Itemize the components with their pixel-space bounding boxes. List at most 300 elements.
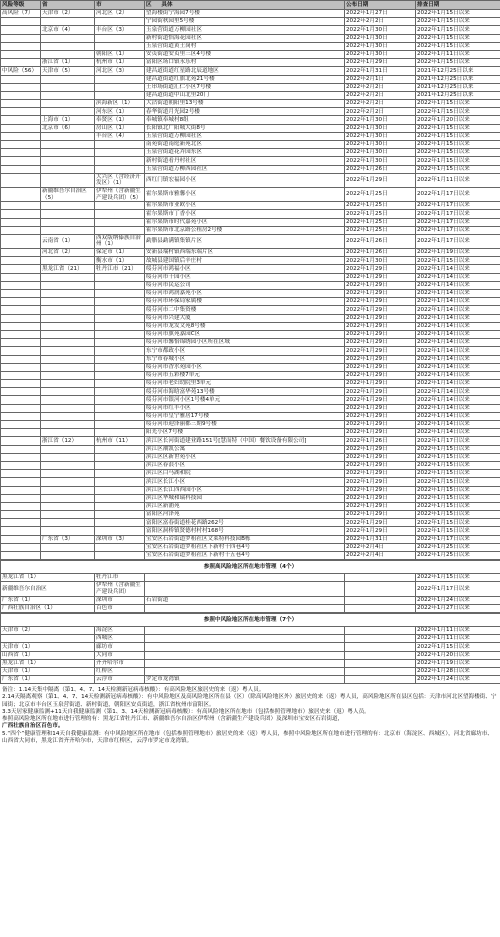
cell-specific: 绥芬河市千园小区 <box>145 273 345 281</box>
cell-check-date: 2022年1月15日以来 <box>416 18 500 26</box>
cell-province <box>41 371 95 379</box>
cell-check-date: 2022年1月11日以来 <box>416 635 500 643</box>
table-row <box>1 83 500 91</box>
cell-risk-level <box>1 429 41 437</box>
cell-risk-level <box>1 75 41 83</box>
cell-province: 天津市（1） <box>1 667 95 675</box>
cell-specific: 绥芬河市鸿福小区 <box>145 265 345 273</box>
cell-publish-date: 2022年1月29日 <box>345 445 416 453</box>
cell-province <box>41 306 95 314</box>
cell-check-date: 2022年1月11日以来 <box>416 626 500 634</box>
cell-city <box>95 75 145 83</box>
cell-specific <box>145 582 345 596</box>
high-ref-table <box>0 560 500 613</box>
cell-publish-date: 2022年1月26日 <box>345 249 416 257</box>
cell-publish-date: 2022年1月29日 <box>345 404 416 412</box>
cell-city <box>95 371 145 379</box>
cell-city: 河东区（1） <box>95 108 145 116</box>
cell-risk-level <box>1 527 41 535</box>
cell-city <box>95 91 145 99</box>
cell-specific <box>145 604 345 612</box>
cell-specific: 绥芬河市环保局家属楼 <box>145 298 345 306</box>
cell-risk-level <box>1 445 41 453</box>
cell-check-date: 2022年1月14日以来 <box>416 290 500 298</box>
table-row <box>1 50 500 58</box>
cell-city: 深圳市 <box>95 596 145 604</box>
table-row <box>1 527 500 535</box>
cell-specific: 大沽街道朝阳里13号楼 <box>145 100 345 108</box>
cell-province: 浙江省（1） <box>41 59 95 67</box>
cell-province <box>41 380 95 388</box>
cell-publish-date: 2022年1月29日 <box>345 363 416 371</box>
cell-check-date: 2022年1月14日以来 <box>416 363 500 371</box>
table-row <box>1 552 500 560</box>
cell-city <box>95 486 145 494</box>
cell-specific <box>145 574 345 582</box>
cell-specific: 东宁市春城小区 <box>145 355 345 363</box>
cell-specific: 富阳区富春街道桂花西路262号 <box>145 519 345 527</box>
cell-city <box>95 380 145 388</box>
cell-city <box>95 421 145 429</box>
cell-check-date: 2022年1月15日以来 <box>416 257 500 265</box>
cell-specific: 安贞街道安贞里三区4号楼 <box>145 50 345 58</box>
cell-city: 百色市 <box>95 604 145 612</box>
cell-specific: 建昌道街道中山北里20门 <box>145 91 345 99</box>
cell-empty <box>345 626 416 634</box>
cell-city: 杭州市（1） <box>95 59 145 67</box>
cell-province <box>41 34 95 42</box>
cell-check-date: 2022年1月17日以来 <box>416 202 500 210</box>
cell-city <box>95 306 145 314</box>
table-row <box>1 396 500 404</box>
cell-publish-date: 2022年1月29日 <box>345 347 416 355</box>
cell-city <box>95 470 145 478</box>
cell-check-date: 2022年1月17日以来 <box>416 210 500 218</box>
cell-publish-date: 2022年1月29日 <box>345 371 416 379</box>
cell-risk-level <box>1 218 41 226</box>
header-detail <box>145 1 345 10</box>
cell-check-date: 2022年1月20日以来 <box>416 651 500 659</box>
cell-check-date: 2022年1月14日以来 <box>416 322 500 330</box>
cell-publish-date: 2022年2月2日 <box>345 18 416 26</box>
cell-publish-date: 2022年1月29日 <box>345 273 416 281</box>
cell-city <box>95 149 145 157</box>
cell-check-date: 2022年1月11日以来 <box>416 173 500 187</box>
cell-specific: 霍尔果斯市亚欧小区 <box>145 202 345 210</box>
cell-check-date: 2022年1月14日以来 <box>416 330 500 338</box>
note-line: 备注：1.14天集中隔离（第1、4、7、14天检测新冠病毒核酸）：有高风险地区旅居史的来（返）粤人员。 <box>2 687 265 693</box>
table-row <box>1 290 500 298</box>
table-row <box>1 108 500 116</box>
cell-publish-date: 2022年1月30日 <box>345 132 416 140</box>
cell-risk-level <box>1 322 41 330</box>
table-row <box>1 298 500 306</box>
cell-specific: 绥芬河市红丰小区 <box>145 404 345 412</box>
cell-province <box>41 453 95 461</box>
cell-check-date: 2022年1月15日以来 <box>416 34 500 42</box>
cell-specific: 滨江区新浦苑 <box>145 502 345 510</box>
table-row <box>1 347 500 355</box>
cell-city <box>95 388 145 396</box>
cell-risk-level <box>1 486 41 494</box>
cell-empty <box>345 635 416 643</box>
table-row <box>1 322 500 330</box>
table-row <box>1 380 500 388</box>
note-line: 5.“四个”健康管理和14天自我健康监测：有中风险地区所在地市（包括参照管理地市）旅居史的来（返）粤人员，参照中风险地区所在地市进行管理的有：北京市（海淀区、西城区），河北省廊坊市、山西省大同市，黑龙江省齐齐哈尔市，天津市红桥区，云浮市罗定市龙湾镇。 <box>2 730 493 744</box>
cell-risk-level <box>1 543 41 551</box>
table-row <box>1 257 500 265</box>
table-row <box>1 157 500 165</box>
table-row <box>1 511 500 519</box>
cell-publish-date: 2022年1月30日 <box>345 141 416 149</box>
cell-risk-level <box>1 116 41 124</box>
cell-city <box>95 478 145 486</box>
cell-province <box>41 404 95 412</box>
cell-check-date: 2022年1月19日以来 <box>416 659 500 667</box>
cell-check-date: 2022年1月15日以来 <box>416 494 500 502</box>
cell-city: 房山区（1） <box>95 124 145 132</box>
table-row <box>1 355 500 363</box>
cell-specific: 滨江区区新世苑小区 <box>145 453 345 461</box>
cell-province: 山西省（1） <box>1 651 95 659</box>
cell-publish-date: 2022年1月29日 <box>345 421 416 429</box>
table-row <box>1 535 500 543</box>
table-row <box>1 667 500 675</box>
cell-risk-level <box>1 404 41 412</box>
cell-province <box>41 91 95 99</box>
cell-province <box>41 108 95 116</box>
cell-check-date: 2022年1月15日以来 <box>416 149 500 157</box>
cell-city <box>95 502 145 510</box>
cell-specific: 宝安区石岩街道罗租社区下新村十四巷4号 <box>145 543 345 551</box>
cell-province: 上海市（1） <box>41 116 95 124</box>
cell-province: 天津市（1） <box>1 643 95 651</box>
cell-specific: 绥芬河市龙发文苑8号楼 <box>145 322 345 330</box>
table-row <box>1 124 500 132</box>
table-row <box>1 519 500 527</box>
cell-province: 天津市（5） <box>41 67 95 75</box>
cell-check-date: 2022年1月15日以来 <box>416 445 500 453</box>
note-line: 2.14天隔离观察（第1、4、7、14天检测新冠病毒核酸）：有中风险地区及高风险地区所在县（区）（除高风险地区外）旅居史的来（返）粤人员，高风险地区所在县区包括：天津市河北区望海楼街、宁园街；北京市丰台区玉泉营街道、新村街道，朝阳区安贞街道，浙江省杭州市富阳区。 <box>2 694 497 708</box>
header-city: 市 <box>95 1 145 10</box>
cell-publish-date: 2022年1月25日 <box>345 210 416 218</box>
cell-publish-date: 2022年1月29日 <box>345 396 416 404</box>
cell-province <box>41 50 95 58</box>
cell-province: 北京市（6） <box>41 124 95 132</box>
cell-specific: 霍尔果斯市雅馨小区 <box>145 187 345 201</box>
cell-publish-date: 2022年1月30日 <box>345 34 416 42</box>
cell-risk-level: 高风险（7） <box>1 10 41 18</box>
cell-empty <box>345 643 416 651</box>
cell-risk-level <box>1 173 41 187</box>
cell-check-date: 2022年1月15日以来 <box>416 453 500 461</box>
cell-specific: 东宁市都政小区 <box>145 347 345 355</box>
cell-risk-level <box>1 149 41 157</box>
cell-city: 朝阳区（1） <box>95 50 145 58</box>
cell-check-date: 2022年1月11日以来 <box>416 50 500 58</box>
cell-specific: 王串场街道汇仁小区7号楼 <box>145 83 345 91</box>
cell-province <box>41 42 95 50</box>
cell-city: 河北区（2） <box>95 10 145 18</box>
table-row <box>1 281 500 289</box>
cell-publish-date: 2022年1月29日 <box>345 322 416 330</box>
cell-check-date: 2022年1月20日以来 <box>416 116 500 124</box>
table-row <box>1 470 500 478</box>
cell-risk-level <box>1 249 41 257</box>
table-row <box>1 226 500 234</box>
table-row <box>1 494 500 502</box>
cell-publish-date: 2022年1月29日 <box>345 453 416 461</box>
cell-city <box>95 429 145 437</box>
cell-specific: 滨江区长河街道建业路151号[慧而特（中国）餐饮设备有限公司] <box>145 437 345 445</box>
cell-risk-level: 中风险（56） <box>1 67 41 75</box>
cell-check-date: 2022年1月14日以来 <box>416 412 500 420</box>
cell-city <box>95 511 145 519</box>
cell-specific: 霍尔果斯市北京路公租房2号楼 <box>145 226 345 234</box>
cell-province <box>41 149 95 157</box>
cell-empty <box>345 676 416 684</box>
cell-check-date: 2022年1月17日以来 <box>416 582 500 596</box>
cell-specific: 安新县端村镇西端东端片区 <box>145 249 345 257</box>
cell-province <box>41 330 95 338</box>
cell-risk-level <box>1 91 41 99</box>
cell-publish-date: 2022年1月29日 <box>345 511 416 519</box>
cell-risk-level <box>1 273 41 281</box>
cell-specific: 绥芬河市香水苑园小区 <box>145 363 345 371</box>
cell-city <box>95 453 145 461</box>
cell-check-date: 2022年1月15日以来 <box>416 10 500 18</box>
cell-check-date: 2021年12月25日以来 <box>416 75 500 83</box>
cell-city <box>95 273 145 281</box>
cell-province <box>41 527 95 535</box>
cell-province <box>41 141 95 149</box>
cell-check-date: 2022年1月15日以来 <box>416 574 500 582</box>
cell-risk-level <box>1 421 41 429</box>
table-row <box>1 34 500 42</box>
cell-specific: 富阳区河泽苑 <box>145 511 345 519</box>
cell-specific: 富阳区场口镇永乐村 <box>145 59 345 67</box>
cell-publish-date: 2022年1月29日 <box>345 306 416 314</box>
cell-risk-level <box>1 461 41 469</box>
cell-check-date: 2022年1月17日以来 <box>416 437 500 445</box>
cell-province <box>41 210 95 218</box>
cell-city <box>95 527 145 535</box>
cell-publish-date: 2022年1月29日 <box>345 519 416 527</box>
cell-province <box>41 486 95 494</box>
cell-publish-date: 2022年1月29日 <box>345 355 416 363</box>
cell-check-date: 2022年1月15日以来 <box>416 124 500 132</box>
table-row <box>1 59 500 67</box>
cell-risk-level <box>1 380 41 388</box>
cell-specific: 西红门镇宏福园小区 <box>145 173 345 187</box>
cell-publish-date: 2022年1月25日 <box>345 187 416 201</box>
cell-province <box>41 552 95 560</box>
cell-check-date: 2022年1月14日以来 <box>416 429 500 437</box>
cell-check-date: 2022年1月15日以来 <box>416 100 500 108</box>
cell-check-date: 2022年1月14日以来 <box>416 314 500 322</box>
cell-specific <box>145 651 345 659</box>
cell-city <box>95 396 145 404</box>
cell-check-date: 2021年12月25日以来 <box>416 83 500 91</box>
cell-specific: 春华街道月光园2号楼 <box>145 108 345 116</box>
cell-publish-date: 2022年1月29日 <box>345 412 416 420</box>
cell-province: 广东省（3） <box>41 535 95 543</box>
note-line: 3.3天居家健康监测+11天自我健康监测（第1、3、14天检测新冠病毒核酸）：有高风险地区所在地市（包括参照管理地市）旅居史来（返）粤人员。 <box>2 708 370 715</box>
cell-city <box>95 363 145 371</box>
table-row <box>1 100 500 108</box>
cell-check-date: 2022年1月15日以来 <box>416 42 500 50</box>
cell-risk-level <box>1 132 41 140</box>
cell-check-date: 2022年1月14日以来 <box>416 281 500 289</box>
cell-risk-level <box>1 298 41 306</box>
cell-specific: 富阳区洞桥镇贤德村村村168号 <box>145 527 345 535</box>
table-row <box>1 643 500 651</box>
cell-check-date: 2022年1月14日以来 <box>416 371 500 379</box>
cell-province: 云南省（1） <box>41 234 95 248</box>
cell-province <box>41 429 95 437</box>
cell-risk-level <box>1 494 41 502</box>
cell-province <box>41 519 95 527</box>
cell-province <box>41 396 95 404</box>
table-row <box>1 149 500 157</box>
table-row <box>1 330 500 338</box>
header-publish-date: 公布日期 <box>345 1 416 10</box>
cell-publish-date: 2022年1月29日 <box>345 380 416 388</box>
cell-specific: 望海楼街宁海园7号楼 <box>145 10 345 18</box>
cell-city <box>95 141 145 149</box>
cell-specific: 宝安区石岩街道罗租社区下新村十五巷4号 <box>145 552 345 560</box>
cell-publish-date: 2022年1月29日 <box>345 314 416 322</box>
cell-province <box>41 347 95 355</box>
cell-check-date: 2022年1月15日以来 <box>416 132 500 140</box>
cell-specific: 长阳镇北广阳城大街8号 <box>145 124 345 132</box>
cell-city: 伊犁州（含新疆生产建设兵团）（5） <box>95 187 145 201</box>
cell-city: 西城区 <box>95 635 145 643</box>
cell-risk-level <box>1 59 41 67</box>
cell-risk-level <box>1 83 41 91</box>
table-row <box>1 91 500 99</box>
cell-city: 云浮市 <box>95 676 145 684</box>
cell-province <box>1 635 95 643</box>
cell-check-date: 2022年1月17日以来 <box>416 234 500 248</box>
cell-risk-level <box>1 314 41 322</box>
cell-check-date: 2022年1月14日以来 <box>416 265 500 273</box>
table-row <box>1 165 500 173</box>
cell-publish-date: 2022年1月30日 <box>345 257 416 265</box>
table-row <box>1 116 500 124</box>
cell-risk-level <box>1 210 41 218</box>
cell-check-date: 2022年1月15日以来 <box>416 26 500 34</box>
table-row <box>1 371 500 379</box>
cell-city <box>95 322 145 330</box>
cell-risk-level <box>1 34 41 42</box>
cell-risk-level <box>1 157 41 165</box>
cell-province <box>41 388 95 396</box>
cell-risk-level <box>1 371 41 379</box>
table-row <box>1 18 500 26</box>
cell-specific: 玉泉营街道花卉园东区 <box>145 149 345 157</box>
cell-province <box>41 226 95 234</box>
cell-specific: 勐腊县勐满镇集镇片区 <box>145 234 345 248</box>
cell-publish-date: 2022年1月25日 <box>345 202 416 210</box>
cell-city: 大兴区（含经济开发区）（1） <box>95 173 145 187</box>
cell-publish-date: 2022年1月30日 <box>345 50 416 58</box>
cell-city: 大同市 <box>95 651 145 659</box>
table-row <box>1 339 500 347</box>
cell-risk-level <box>1 470 41 478</box>
cell-publish-date: 2022年1月26日 <box>345 437 416 445</box>
cell-risk-level <box>1 511 41 519</box>
cell-empty <box>345 667 416 675</box>
cell-publish-date: 2022年1月29日 <box>345 502 416 510</box>
cell-province <box>41 421 95 429</box>
cell-city: 奉贤区（1） <box>95 116 145 124</box>
cell-province <box>41 18 95 26</box>
cell-specific: 阳光小区7号楼 <box>145 429 345 437</box>
cell-province: 黑龙江省（1） <box>1 574 95 582</box>
table-row <box>1 404 500 412</box>
cell-province <box>41 339 95 347</box>
table-row <box>1 187 500 201</box>
cell-specific: 玉泉营街道黄土岗村 <box>145 42 345 50</box>
cell-province <box>41 322 95 330</box>
cell-check-date: 2022年1月19日以来 <box>416 249 500 257</box>
table-row <box>1 635 500 643</box>
cell-province <box>41 281 95 289</box>
cell-check-date: 2022年1月25日以来 <box>416 543 500 551</box>
cell-specific: 绥芬河市皇宁雅居17号楼 <box>145 412 345 420</box>
cell-province <box>41 355 95 363</box>
cell-city <box>95 355 145 363</box>
cell-risk-level <box>1 108 41 116</box>
cell-province <box>41 83 95 91</box>
cell-check-date: 2022年1月17日以来 <box>416 187 500 201</box>
cell-city <box>95 42 145 50</box>
cell-publish-date: 2022年1月31日 <box>345 535 416 543</box>
cell-province: 新疆维吾尔自治区（5） <box>41 187 95 201</box>
cell-city: 河北区（3） <box>95 67 145 75</box>
cell-province <box>41 502 95 510</box>
cell-publish-date: 2022年1月25日 <box>345 218 416 226</box>
note-line: 参照高风险地区所在地市进行管理的有：黑龙江省牡丹江市、新疆维吾尔自治区伊犁州（含新疆生产建设兵团）及深圳市宝安区石岩街道， <box>2 716 344 723</box>
cell-city: 齐齐哈尔市 <box>95 659 145 667</box>
table-row <box>1 314 500 322</box>
cell-risk-level <box>1 281 41 289</box>
cell-publish-date: 2022年2月4日 <box>345 543 416 551</box>
cell-check-date: 2022年1月14日以来 <box>416 347 500 355</box>
cell-province <box>41 132 95 140</box>
cell-specific: 滨江区春浪小区 <box>145 461 345 469</box>
cell-publish-date: 2022年1月29日 <box>345 281 416 289</box>
cell-specific: 绥芬河市馨怡锦绣园小区所在区域 <box>145 339 345 347</box>
cell-province <box>41 470 95 478</box>
cell-city <box>95 445 145 453</box>
cell-specific: 绥芬河市老妇幼院里3单元 <box>145 380 345 388</box>
cell-specific: 玉泉营街道万柳园社区 <box>145 26 345 34</box>
cell-check-date: 2022年1月17日以来 <box>416 226 500 234</box>
table-row <box>1 42 500 50</box>
cell-specific: 玉泉营街道万柳园社区 <box>145 132 345 140</box>
header-check-date: 排查日期 <box>416 1 500 10</box>
cell-province <box>41 165 95 173</box>
cell-city <box>95 210 145 218</box>
cell-province <box>41 273 95 281</box>
cell-risk-level <box>1 18 41 26</box>
cell-province <box>41 157 95 165</box>
cell-city <box>95 18 145 26</box>
cell-city: 海淀区 <box>95 626 145 634</box>
cell-empty <box>345 651 416 659</box>
